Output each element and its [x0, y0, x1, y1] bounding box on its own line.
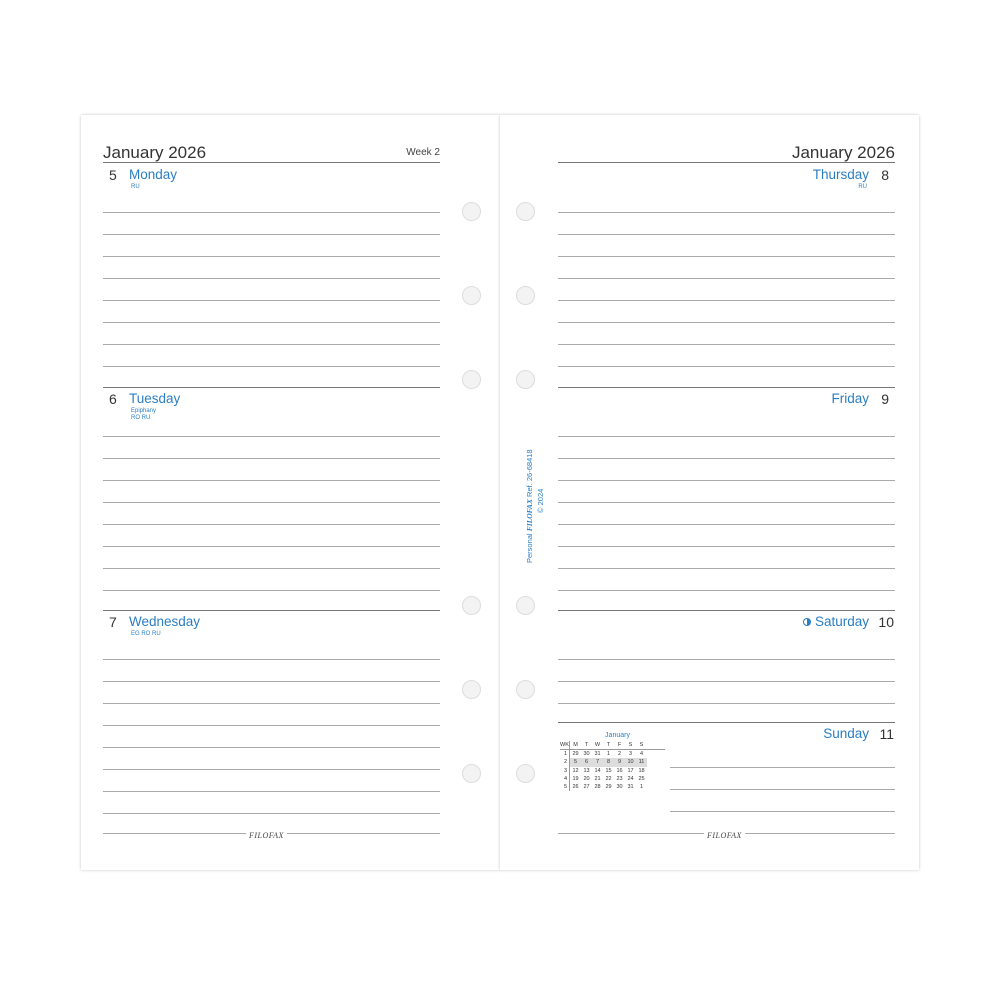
writing-line [558, 546, 895, 547]
writing-line [103, 234, 440, 235]
month-title: January 2026 [103, 143, 207, 162]
writing-line [558, 590, 895, 591]
week-number: 3 [560, 767, 570, 775]
writing-line [103, 524, 440, 525]
day-name: Monday [129, 167, 178, 182]
header-rule [558, 162, 895, 163]
spine-copyright: © 2024 [536, 488, 545, 513]
weekday-header: M [573, 742, 578, 748]
writing-line [103, 458, 440, 459]
date-cell: 20 [583, 775, 590, 782]
spine-brand: FILOFAX [525, 499, 534, 532]
binder-hole [462, 370, 481, 389]
weekday-header: S [628, 742, 633, 748]
day-note: Epiphany [131, 408, 157, 414]
writing-line [558, 568, 895, 569]
week-number: 2 [560, 758, 570, 766]
right-page [500, 115, 919, 870]
writing-line [103, 366, 440, 367]
writing-line [558, 480, 895, 481]
day-note: EG RO RU [131, 631, 161, 637]
binder-hole [462, 680, 481, 699]
day-name: Sunday [823, 726, 869, 741]
writing-line [558, 366, 895, 367]
writing-line [103, 703, 440, 704]
writing-line [103, 791, 440, 792]
date-cell: 9 [614, 758, 625, 766]
date-cell: 8 [603, 758, 614, 766]
date-cell: 13 [583, 767, 590, 774]
writing-line [103, 300, 440, 301]
writing-line [103, 502, 440, 503]
day-note: RU [131, 184, 140, 190]
writing-line [558, 502, 895, 503]
writing-line [103, 212, 440, 213]
spine-ref: Ref. 26-68418 [525, 449, 534, 497]
mini-calendar-grid [560, 741, 665, 791]
date-cell: 18 [638, 767, 645, 774]
week-label: Week 2 [406, 147, 440, 158]
writing-line [558, 278, 895, 279]
writing-line [103, 590, 440, 591]
writing-line [103, 659, 440, 660]
writing-line [558, 212, 895, 213]
writing-line [558, 681, 895, 682]
date-cell: 4 [639, 751, 644, 758]
mini-calendar-week-row [560, 767, 665, 775]
date-cell: 17 [627, 767, 634, 774]
writing-line [670, 789, 895, 790]
left-page [81, 115, 500, 870]
mini-calendar-week-row [560, 775, 665, 783]
writing-line [670, 811, 895, 812]
date-cell: 2 [617, 751, 622, 758]
day-number: 8 [881, 167, 889, 183]
writing-line [103, 681, 440, 682]
writing-line [103, 747, 440, 748]
weekday-header: F [617, 742, 622, 748]
month-title: January 2026 [791, 143, 895, 162]
date-cell: 19 [572, 775, 579, 782]
spine-line-1 [524, 449, 535, 563]
day-name: Thursday [812, 167, 869, 182]
writing-line [103, 568, 440, 569]
date-cell: 10 [625, 758, 636, 766]
writing-line [558, 436, 895, 437]
day-note: RO RU [131, 415, 151, 421]
writing-line [103, 436, 440, 437]
date-cell: 7 [592, 758, 603, 766]
day-note: RU [858, 184, 867, 190]
weekday-header: W [594, 742, 601, 748]
spine-imprint [524, 449, 546, 563]
date-cell: 1 [639, 783, 644, 790]
writing-line [103, 813, 440, 814]
mini-calendar-week-row [560, 783, 665, 791]
writing-line [558, 322, 895, 323]
writing-line [558, 524, 895, 525]
day-divider [103, 387, 440, 388]
mini-calendar-week-row [560, 758, 665, 766]
binder-hole [516, 596, 535, 615]
mini-calendar-title: January [605, 732, 630, 739]
binder-hole [516, 286, 535, 305]
day-name: Wednesday [129, 614, 201, 629]
date-cell: 1 [606, 751, 611, 758]
header-rule [103, 162, 440, 163]
day-number: 7 [109, 614, 117, 630]
date-cell: 26 [572, 783, 579, 790]
day-divider [558, 387, 895, 388]
filofax-logo: FILOFAX [246, 831, 287, 840]
date-cell: 6 [581, 758, 592, 766]
writing-line [103, 769, 440, 770]
day-name: Saturday [814, 614, 869, 629]
date-cell: 24 [627, 775, 634, 782]
day-number: 6 [109, 391, 117, 407]
date-cell: 11 [636, 758, 647, 766]
spine-prefix: Personal [525, 533, 534, 563]
week-number: 4 [560, 775, 570, 783]
mini-calendar-week-row [560, 750, 665, 758]
date-cell: 21 [594, 775, 601, 782]
writing-line [558, 300, 895, 301]
binder-hole [462, 764, 481, 783]
binder-hole [462, 286, 481, 305]
day-number: 11 [879, 726, 894, 742]
day-name-with-moon [803, 614, 869, 629]
date-cell: 15 [605, 767, 612, 774]
writing-line [103, 480, 440, 481]
weekday-header: T [584, 742, 589, 748]
day-divider [558, 722, 895, 723]
binder-hole [516, 370, 535, 389]
writing-line [103, 546, 440, 547]
date-cell: 28 [594, 783, 601, 790]
date-cell: 31 [627, 783, 634, 790]
writing-line [558, 458, 895, 459]
writing-line [558, 703, 895, 704]
date-cell: 29 [572, 751, 579, 758]
date-cell: 23 [616, 775, 623, 782]
writing-line [558, 256, 895, 257]
mini-calendar-header-row [560, 741, 665, 750]
writing-line [103, 725, 440, 726]
day-number: 9 [881, 391, 889, 407]
weekday-header: S [639, 742, 644, 748]
date-cell: 27 [583, 783, 590, 790]
date-cell: 25 [638, 775, 645, 782]
writing-line [103, 322, 440, 323]
writing-line [670, 767, 895, 768]
binder-hole [516, 202, 535, 221]
day-name: Tuesday [129, 391, 181, 406]
day-name: Friday [831, 391, 869, 406]
writing-line [558, 659, 895, 660]
binder-hole [462, 202, 481, 221]
date-cell: 30 [616, 783, 623, 790]
binder-hole [516, 680, 535, 699]
date-cell: 30 [583, 751, 590, 758]
weekday-header: T [606, 742, 611, 748]
date-cell: 16 [616, 767, 623, 774]
binder-hole [462, 596, 481, 615]
filofax-logo: FILOFAX [704, 831, 745, 840]
day-divider [103, 610, 440, 611]
week-column-header: WK [560, 742, 569, 748]
day-number: 10 [878, 614, 894, 630]
date-cell: 12 [572, 767, 579, 774]
date-cell: 5 [570, 758, 581, 766]
writing-line [103, 344, 440, 345]
writing-line [558, 234, 895, 235]
date-cell: 14 [594, 767, 601, 774]
week-number: 5 [560, 783, 570, 791]
date-cell: 29 [605, 783, 612, 790]
date-cell: 22 [605, 775, 612, 782]
writing-line [558, 344, 895, 345]
mini-calendar [560, 732, 665, 791]
writing-line [103, 278, 440, 279]
week-number: 1 [560, 750, 570, 758]
date-cell: 31 [594, 751, 601, 758]
day-number: 5 [109, 167, 117, 183]
writing-line [103, 256, 440, 257]
day-divider [558, 610, 895, 611]
first-quarter-moon-icon [803, 618, 811, 626]
binder-hole [516, 764, 535, 783]
date-cell: 3 [628, 751, 633, 758]
